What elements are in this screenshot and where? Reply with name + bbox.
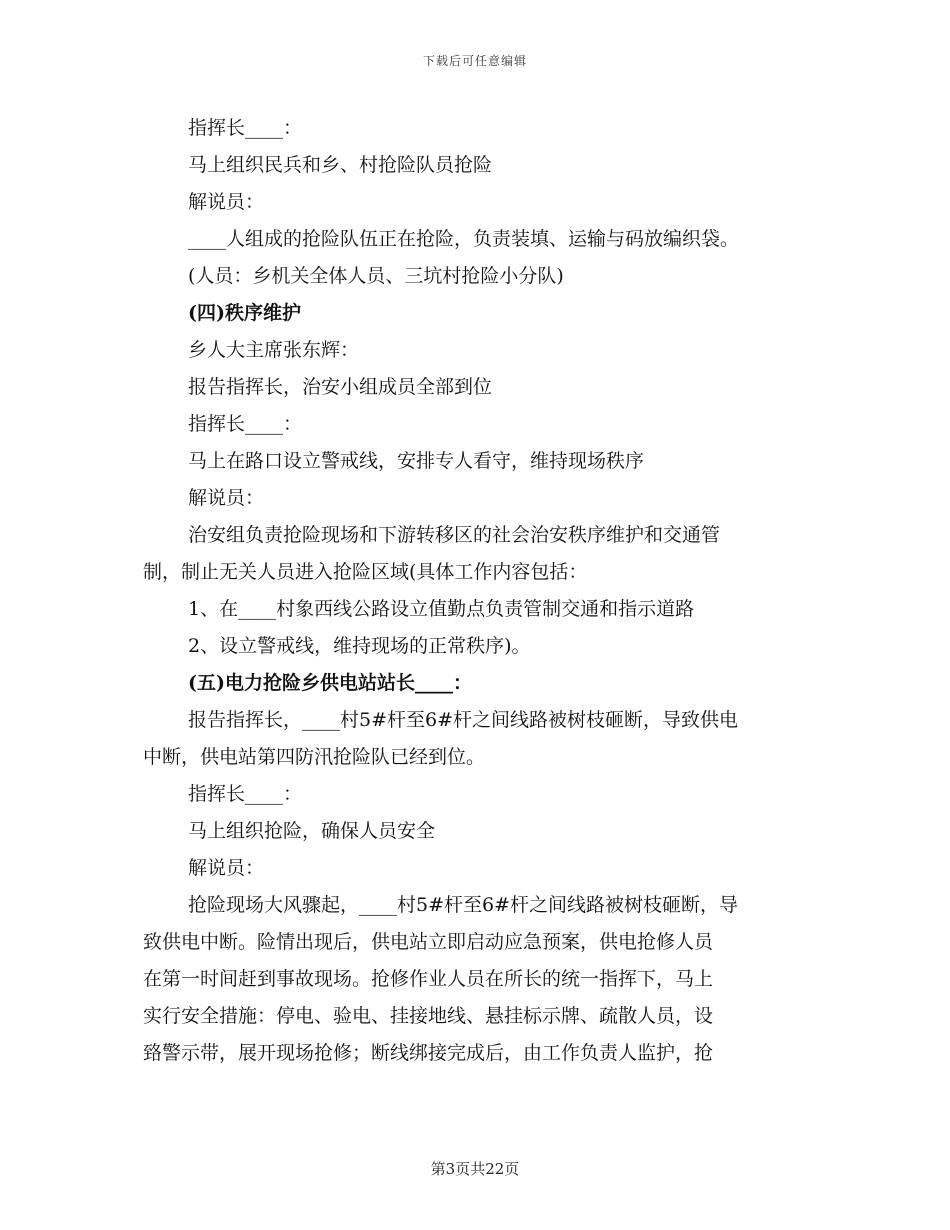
text-line: 指挥长____：: [188, 413, 303, 435]
text-line: 在第一时间赶到事故现场。抢修作业人员在所长的统一指挥下，马上: [143, 968, 714, 990]
text-line: (人员：乡机关全体人员、三坑村抢险小分队): [188, 265, 564, 287]
text-line: 报告指挥长，____村5#杆至6#杆之间线路被树枝砸断，导致供电: [188, 709, 739, 731]
text-line: 马上在路口设立警戒线，安排专人看守，维持现场秩序: [188, 450, 645, 472]
text-line: 1、在____村象西线公路设立值勤点负责管制交通和指示道路: [188, 598, 695, 620]
text-line: 指挥长____：: [188, 117, 303, 139]
text-line: 报告指挥长，治安小组成员全部到位: [188, 376, 493, 398]
text-line: 解说员：: [188, 857, 265, 879]
page-header: 下载后可任意编辑: [422, 54, 527, 68]
section-heading: (五)电力抢险乡供电站站长____：: [188, 672, 472, 694]
document-body: [143, 110, 808, 1072]
text-line: ____人组成的抢险队伍正在抢险，负责装填、运输与码放编织袋。: [188, 228, 740, 250]
text-line: 抢险现场大风骤起，____村5#杆至6#杆之间线路被树枝砸断，导: [188, 894, 739, 916]
section-heading: (四)秩序维护: [188, 302, 301, 324]
text-line: 致供电中断。险情出现后，供电站立即启动应急预案，供电抢修人员: [143, 931, 714, 953]
text-line: 指挥长____：: [188, 783, 303, 805]
text-line: 治安组负责抢险现场和下游转移区的社会治安秩序维护和交通管: [188, 524, 721, 546]
text-line: 马上组织民兵和乡、村抢险队员抢险: [188, 154, 493, 176]
page-footer: 第3页共22页: [430, 1160, 520, 1178]
text-line: 2、设立警戒线，维持现场的正常秩序)。: [188, 635, 531, 657]
text-line: 实行安全措施：停电、验电、挂接地线、悬挂标示牌、疏散人员，设: [143, 1005, 714, 1027]
text-line: 臵警示带，展开现场抢修；断线绑接完成后，由工作负责人监护，抢: [143, 1042, 714, 1064]
text-line: 解说员：: [188, 191, 265, 213]
text-line: 马上组织抢险，确保人员安全: [188, 820, 436, 842]
text-line: 乡人大主席张东辉：: [188, 339, 360, 361]
text-line: 制，制止无关人员进入抢险区域(具体工作内容包括：: [143, 561, 588, 583]
text-line: 解说员：: [188, 487, 265, 509]
text-line: 中断，供电站第四防汛抢险队已经到位。: [143, 746, 486, 768]
